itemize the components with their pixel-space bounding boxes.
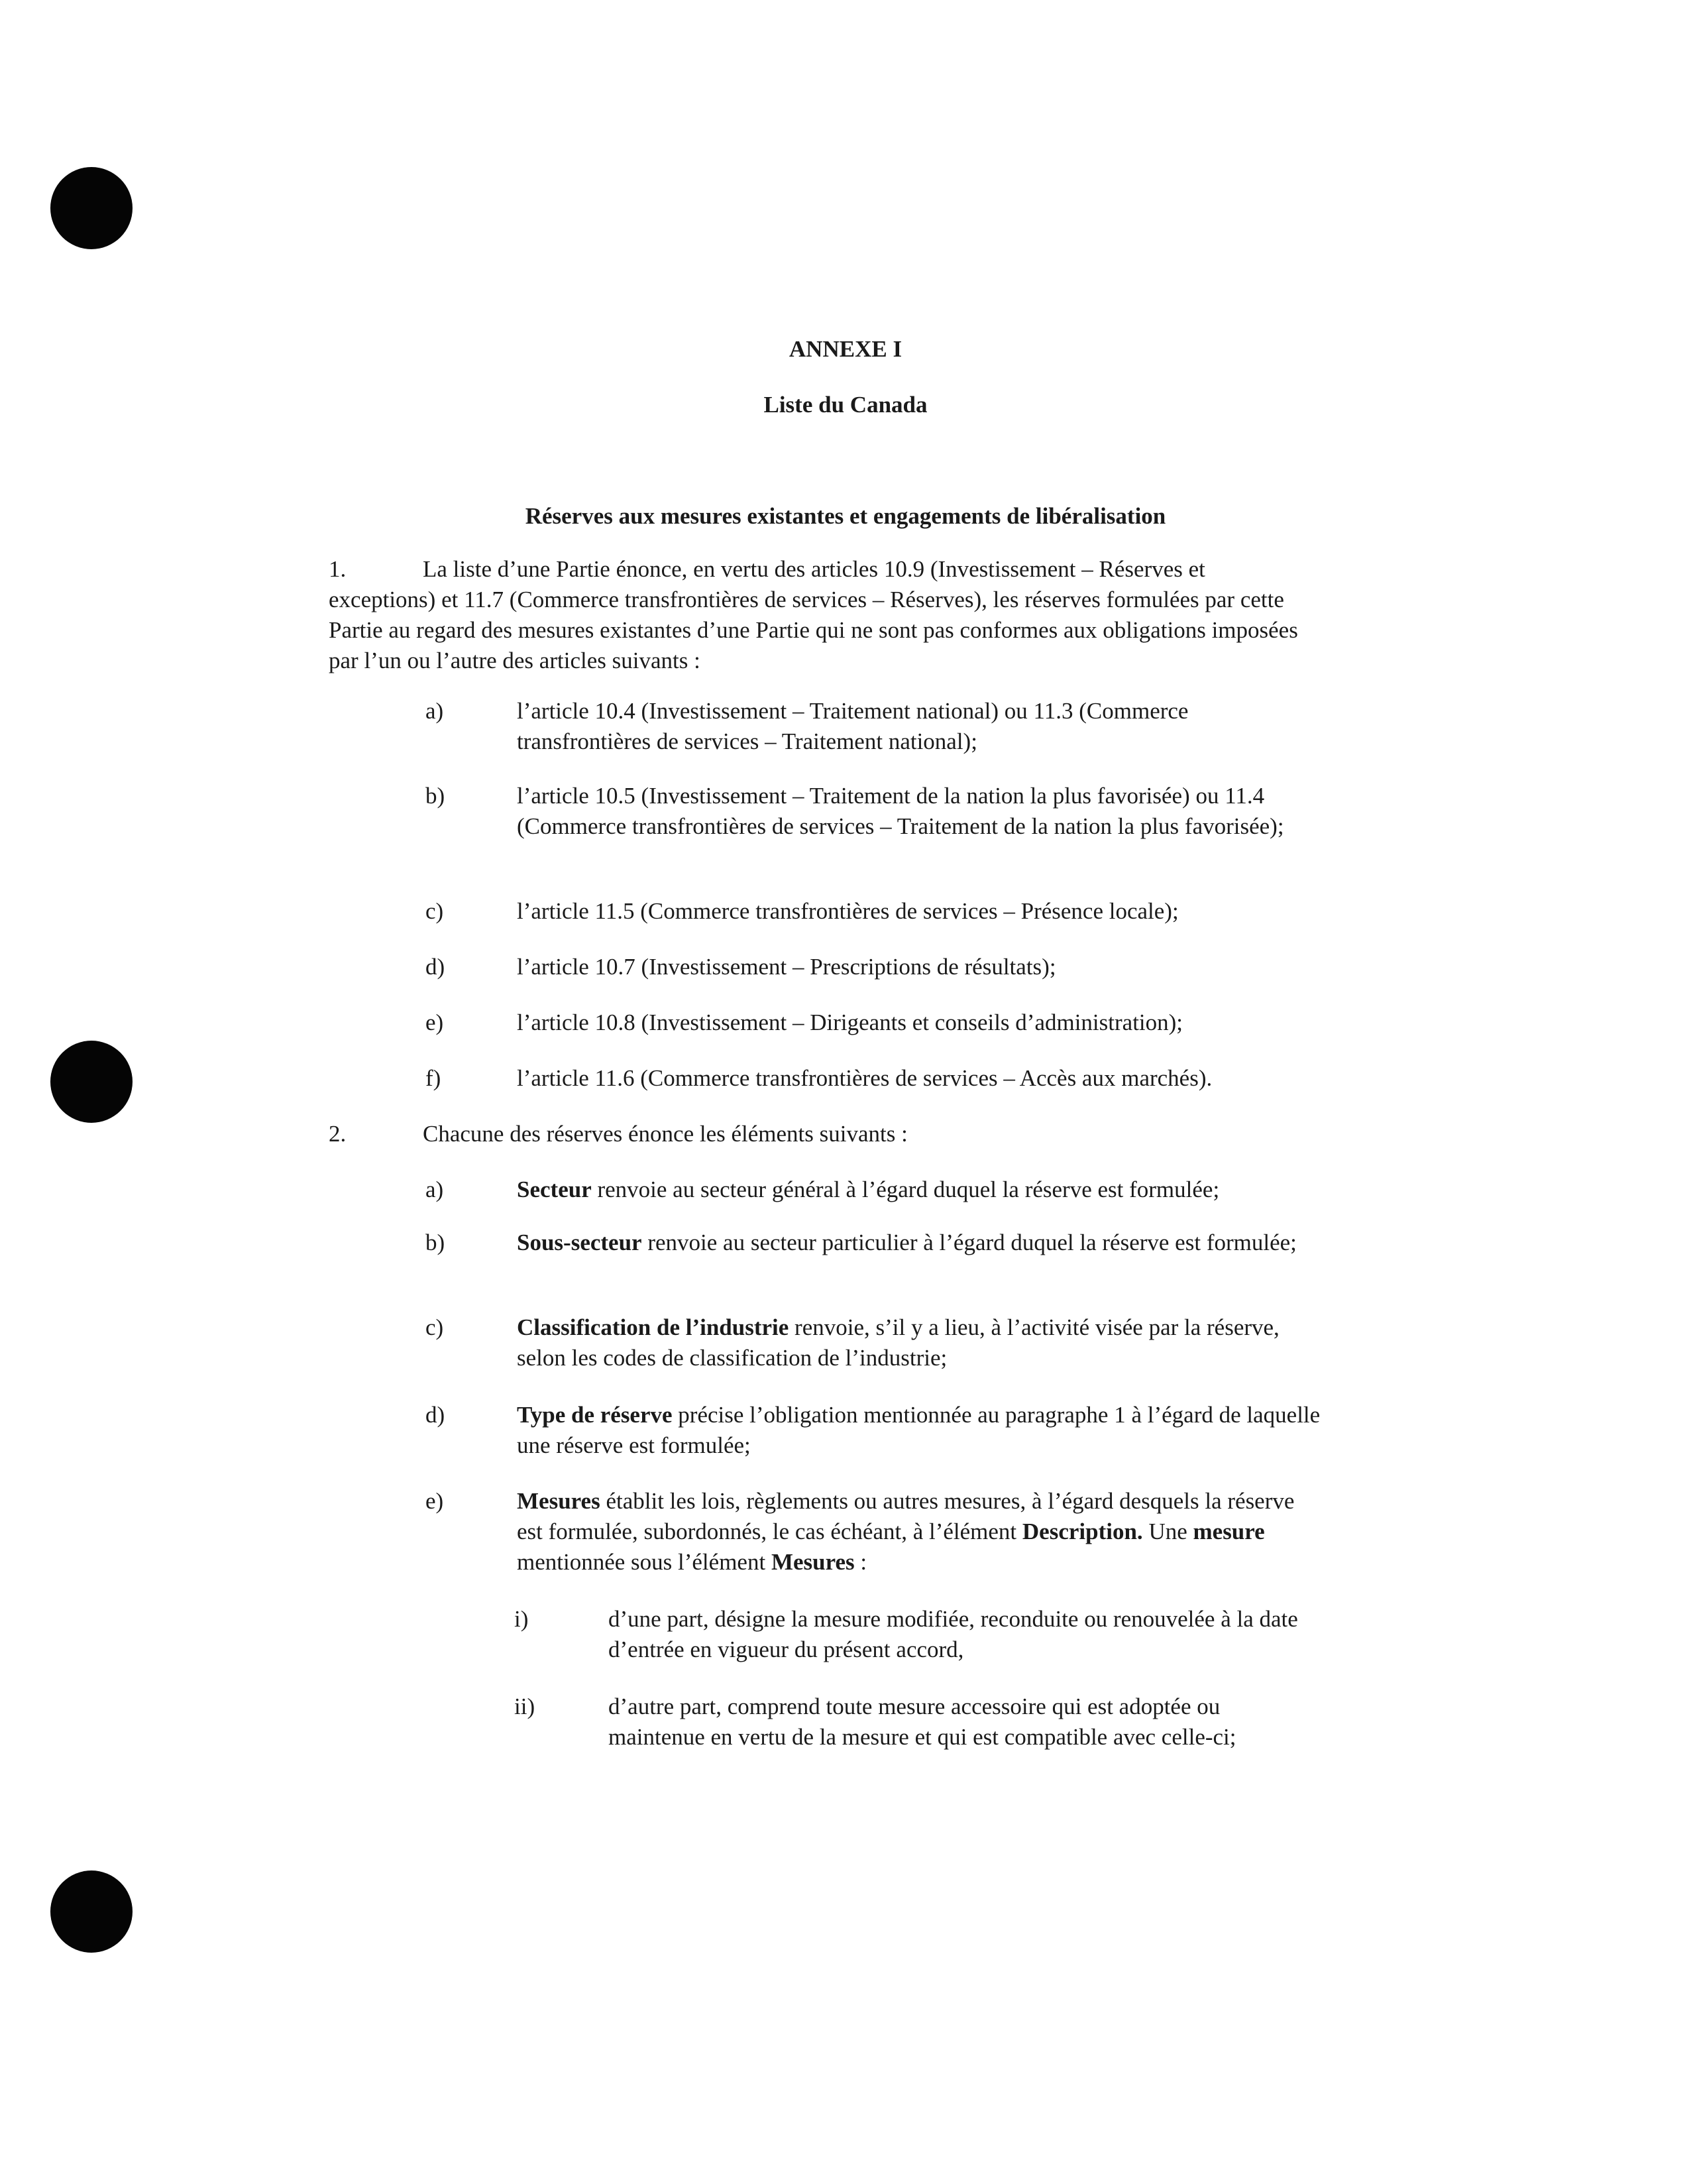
item-term: Classification de l’industrie bbox=[517, 1314, 789, 1340]
item-term: Sous-secteur bbox=[517, 1230, 642, 1255]
item-label: i) bbox=[514, 1606, 529, 1632]
paragraph-number: 1. bbox=[329, 556, 347, 582]
item-text: l’article 11.5 (Commerce transfrontières de services – Présence locale); bbox=[517, 898, 1179, 924]
item-text bbox=[517, 1486, 1325, 1578]
paragraph-2 bbox=[329, 1119, 1309, 1149]
item-label: f) bbox=[425, 1065, 441, 1091]
punch-hole-top bbox=[50, 167, 133, 249]
item-text bbox=[517, 1175, 1325, 1205]
item-label: d) bbox=[425, 954, 445, 980]
item-label: e) bbox=[425, 1488, 444, 1514]
item-label: a) bbox=[425, 698, 444, 724]
item-text: d’autre part, comprend toute mesure accessoire qui est adoptée ou maintenue en vertu de la mesure et qui est compatible avec celle-ci; bbox=[608, 1694, 1236, 1750]
item-text bbox=[517, 1228, 1325, 1258]
item-text: l’article 11.6 (Commerce transfrontières de services – Accès aux marchés). bbox=[517, 1065, 1213, 1091]
annex-subtitle: Liste du Canada bbox=[763, 392, 928, 418]
annex-title: ANNEXE I bbox=[789, 336, 902, 362]
item-description: établit les lois, règlements ou autres mesures, à l’égard desquels la réserve est formulée, subordonnés, le cas échéant, à l’élément bbox=[517, 1488, 1295, 1544]
item-description: renvoie au secteur général à l’égard duquel la réserve est formulée; bbox=[591, 1177, 1220, 1202]
item-description: renvoie, s’il y a lieu, à l’activité visée par la réserve, selon les codes de classification de l’industrie; bbox=[517, 1314, 1280, 1371]
item-description: renvoie au secteur particulier à l’égard duquel la réserve est formulée; bbox=[641, 1230, 1297, 1255]
item-term: Mesures bbox=[517, 1488, 600, 1514]
item-text: l’article 10.7 (Investissement – Prescriptions de résultats); bbox=[517, 954, 1056, 980]
item-text bbox=[517, 1400, 1325, 1461]
item-description: : bbox=[854, 1549, 867, 1575]
item-text: l’article 10.4 (Investissement – Traitement national) ou 11.3 (Commerce transfrontières de services – Traitement national); bbox=[517, 698, 1189, 754]
item-label: c) bbox=[425, 898, 444, 924]
section-heading: Réserves aux mesures existantes et engagements de libéralisation bbox=[525, 503, 1166, 529]
item-description: mentionnée sous l’élément bbox=[517, 1549, 771, 1575]
item-term: Description. bbox=[1022, 1519, 1143, 1544]
item-term: Secteur bbox=[517, 1177, 592, 1202]
item-text: l’article 10.5 (Investissement – Traitement de la nation la plus favorisée) ou 11.4 (Commerce transfrontières de services – Traitement de la nation la plus favorisée); bbox=[517, 783, 1284, 839]
item-label: d) bbox=[425, 1402, 445, 1428]
item-term: mesure bbox=[1193, 1519, 1265, 1544]
punch-hole-bottom bbox=[50, 1870, 133, 1953]
item-text: l’article 10.8 (Investissement – Dirigeants et conseils d’administration); bbox=[517, 1009, 1183, 1035]
item-label: a) bbox=[425, 1177, 444, 1202]
punch-hole-middle bbox=[50, 1041, 133, 1123]
item-description: précise l’obligation mentionnée au paragraphe 1 à l’égard de laquelle une réserve est formulée; bbox=[517, 1402, 1321, 1458]
item-description: Une bbox=[1142, 1519, 1193, 1544]
item-text bbox=[517, 1312, 1325, 1373]
paragraph-text: Chacune des réserves énonce les éléments suivants : bbox=[423, 1121, 908, 1147]
item-text: d’une part, désigne la mesure modifiée, reconduite ou renouvelée à la date d’entrée en vigueur du présent accord, bbox=[608, 1606, 1298, 1662]
item-term: Mesures bbox=[771, 1549, 855, 1575]
item-label: c) bbox=[425, 1314, 444, 1340]
item-label: e) bbox=[425, 1009, 444, 1035]
paragraph-1 bbox=[329, 554, 1309, 676]
item-label: b) bbox=[425, 783, 445, 809]
paragraph-number: 2. bbox=[329, 1121, 347, 1147]
item-label: b) bbox=[425, 1230, 445, 1255]
item-term: Type de réserve bbox=[517, 1402, 673, 1428]
paragraph-text: La liste d’une Partie énonce, en vertu des articles 10.9 (Investissement – Réserves et exceptions) et 11.7 (Commerce transfrontières de services – Réserves), les réserves formulées par cette Partie au regard des mesures existantes d’une Partie qui ne sont pas conformes aux obligations imposées par l’un ou l’autre des articles suivants : bbox=[329, 556, 1298, 673]
item-label: ii) bbox=[514, 1694, 535, 1719]
